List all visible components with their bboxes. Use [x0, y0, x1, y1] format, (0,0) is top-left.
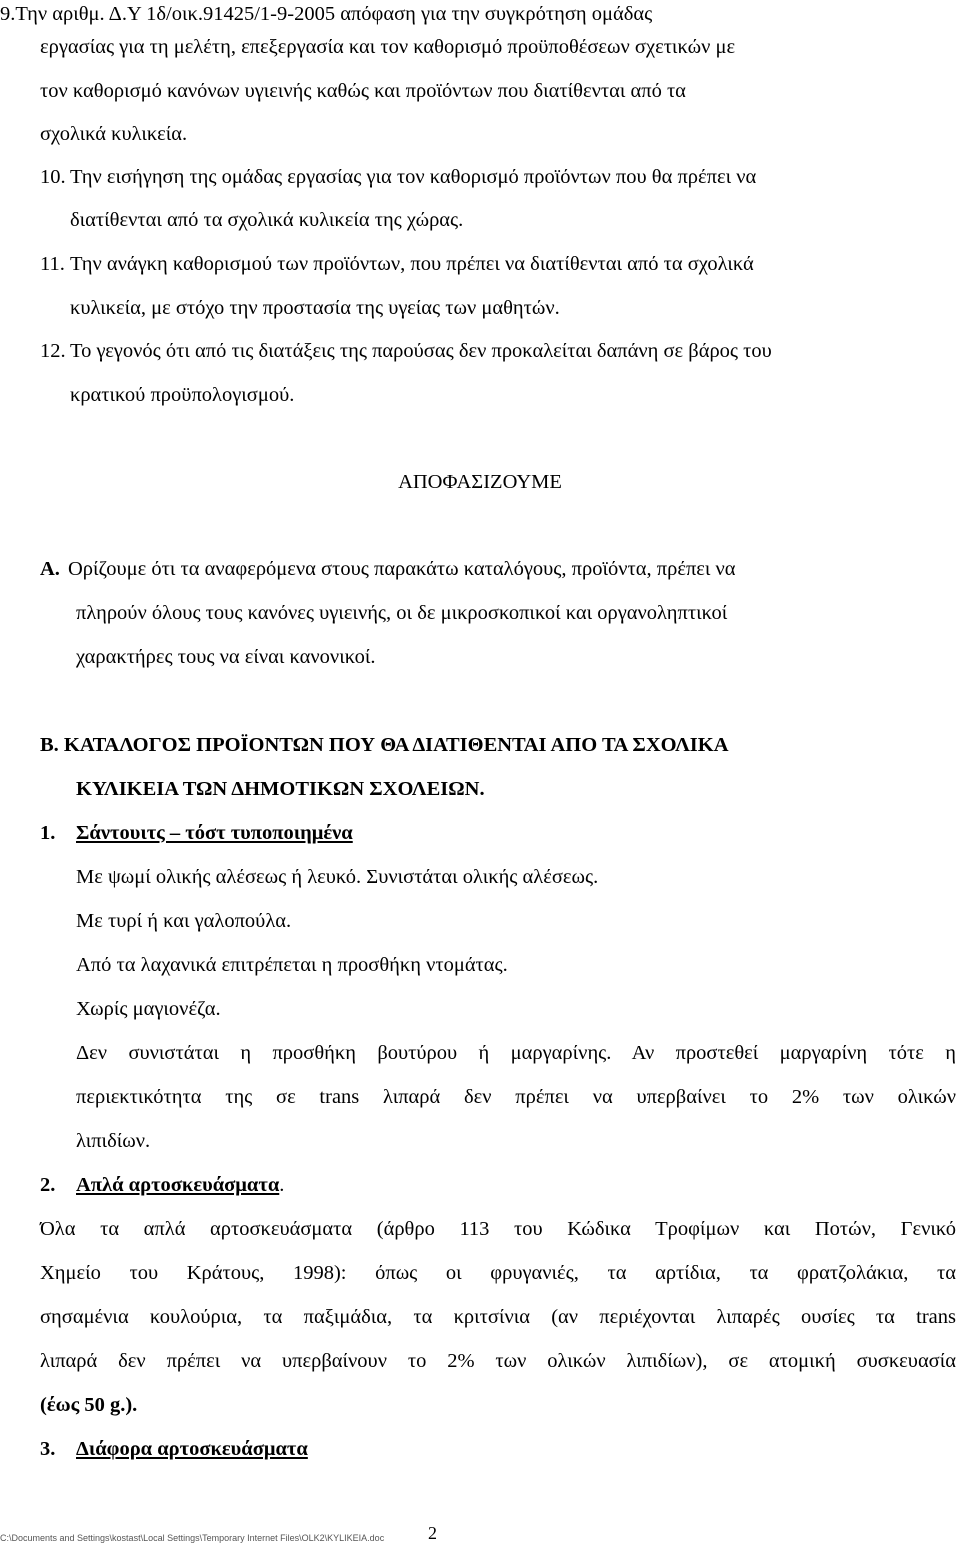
item1-line-7: λιπιδίων. [76, 1130, 151, 1152]
item1-title: Σάντουιτς – τόστ τυποποιημένα [76, 822, 353, 844]
item12-number: 12. [40, 340, 66, 362]
item1-line-2: Με τυρί ή και γαλοπούλα. [76, 910, 292, 932]
item3-number: 3. [40, 1438, 56, 1460]
item12-line-2: κρατικού προϋπολογισμού. [70, 384, 295, 406]
item2-last-line: (έως 50 g.). [40, 1394, 138, 1416]
item2-line-1: Όλα τα απλά αρτοσκευάσματα (άρθρο 113 του Κώδικα Τροφίμων και Ποτών, Γενικό [40, 1218, 956, 1240]
item1-line-3: Από τα λαχανικά επιτρέπεται η προσθήκη ντομάτας. [76, 954, 508, 976]
item2-line-3: σησαμένια κουλούρια, τα παξιμάδια, τα κριτσίνια (αν περιέχονται λιπαρές ουσίες τα trans [40, 1306, 956, 1328]
section-a-line-1: Ορίζουμε ότι τα αναφερόμενα στους παρακάτω καταλόγους, προϊόντα, πρέπει να [68, 558, 736, 580]
item9-line-1: 9.Την αριθμ. Δ.Υ 1δ/οικ.91425/1-9-2005 απόφαση για την συγκρότηση ομάδας [0, 3, 653, 25]
section-a-marker: Α. [40, 558, 60, 580]
item2-line-4: λιπαρά δεν πρέπει να υπερβαίνουν το 2% των ολικών λιπιδίων), σε ατομική συσκευασία [40, 1350, 956, 1372]
item1-number: 1. [40, 822, 56, 844]
item2-title-dot: . [279, 1174, 285, 1196]
item12-line-1: Το γεγονός ότι από τις διατάξεις της παρούσας δεν προκαλείται δαπάνη σε βάρος του [70, 340, 772, 362]
item9-line-2: εργασίας για τη μελέτη, επεξεργασία και τον καθορισμό προϋποθέσεων σχετικών με [40, 36, 736, 58]
item9-line-3: τον καθορισμό κανόνων υγιεινής καθώς και προϊόντων που διατίθενται από τα [40, 80, 686, 102]
decision-title: ΑΠΟΦΑΣΙΖΟΥΜΕ [398, 471, 562, 493]
item1-line-5: Δεν συνιστάται η προσθήκη βουτύρου ή μαργαρίνης. Αν προστεθεί μαργαρίνη τότε η [76, 1042, 956, 1064]
section-b-heading-line-2: ΚΥΛΙΚΕΙΑ ΤΩΝ ΔΗΜΟΤΙΚΩΝ ΣΧΟΛΕΙΩΝ. [76, 778, 485, 800]
item2-title: Απλά αρτοσκευάσματα [76, 1174, 280, 1196]
section-a-line-2: πληρούν όλους τους κανόνες υγιεινής, οι δε μικροσκοπικοί και οργανοληπτικοί [76, 602, 728, 624]
item9-line-4: σχολικά κυλικεία. [40, 123, 188, 145]
section-a-line-3: χαρακτήρες τους να είναι κανονικοί. [76, 646, 376, 668]
item10-line-1: Την εισήγηση της ομάδας εργασίας για τον καθορισμό προϊόντων που θα πρέπει να [70, 166, 757, 188]
footer-file-path: C:\Documents and Settings\kostast\Local Settings\Temporary Internet Files\OLK2\KYLIKEIA.doc [0, 1533, 385, 1543]
section-b-heading-line-1: Β. ΚΑΤΑΛΟΓΟΣ ΠΡΟΪΟΝΤΩΝ ΠΟΥ ΘΑ ΔΙΑΤΙΘΕΝΤΑΙ ΑΠΟ ΤΑ ΣΧΟΛΙΚΑ [40, 734, 729, 756]
footer-page-number: 2 [428, 1523, 437, 1543]
item10-number: 10. [40, 166, 66, 188]
item11-line-2: κυλικεία, με στόχο την προστασία της υγείας των μαθητών. [70, 297, 560, 319]
item1-line-6: περιεκτικότητα της σε trans λιπαρά δεν πρέπει να υπερβαίνει το 2% των ολικών [76, 1086, 956, 1108]
item2-line-2: Χημείο του Κράτους, 1998): όπως οι φρυγανιές, τα αρτίδια, τα φρατζολάκια, τα [40, 1262, 956, 1284]
item1-line-1: Με ψωμί ολικής αλέσεως ή λευκό. Συνιστάται ολικής αλέσεως. [76, 866, 599, 888]
item1-line-4: Χωρίς μαγιονέζα. [76, 998, 221, 1020]
item2-title-wrap [76, 1173, 284, 1197]
item11-number: 11. [40, 253, 65, 275]
item2-number: 2. [40, 1174, 56, 1196]
item10-line-2: διατίθενται από τα σχολικά κυλικεία της χώρας. [70, 209, 464, 231]
item11-line-1: Την ανάγκη καθορισμού των προϊόντων, που πρέπει να διατίθενται από τα σχολικά [70, 253, 754, 275]
item3-title: Διάφορα αρτοσκευάσματα [76, 1438, 308, 1460]
